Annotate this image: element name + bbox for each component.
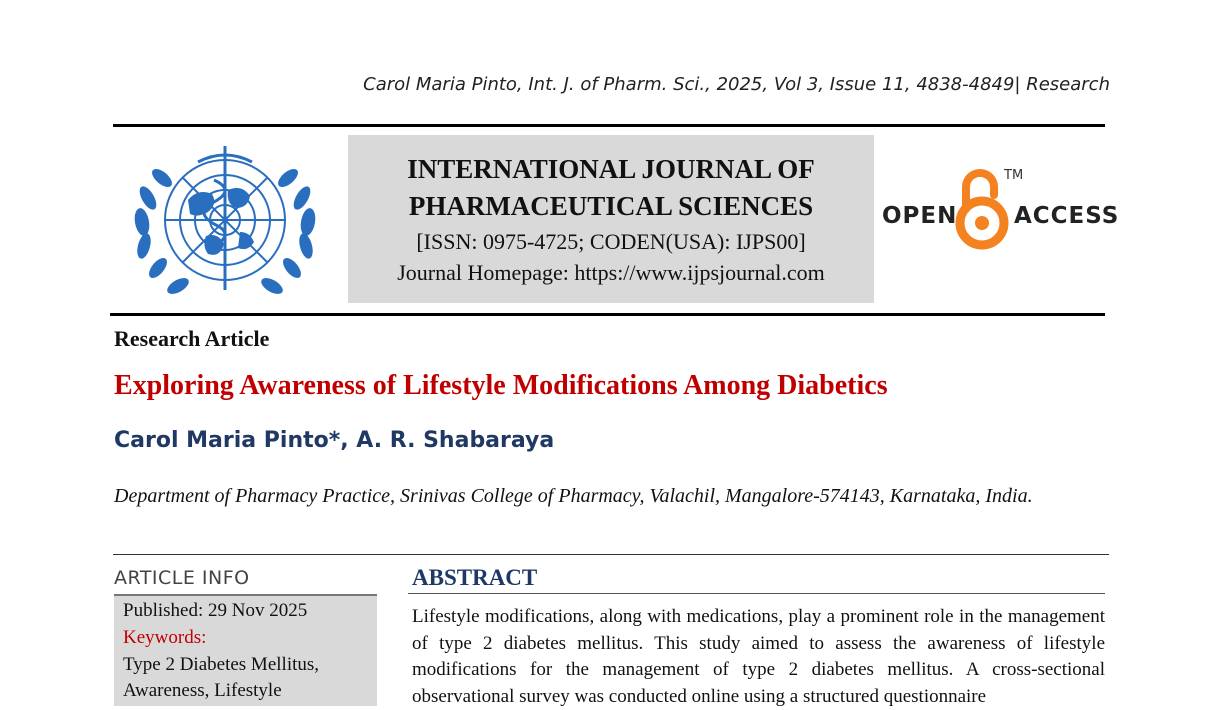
published-date: Published: 29 Nov 2025 [123,600,308,621]
journal-name [348,151,874,225]
journal-name-line2: PHARMACEUTICAL SCIENCES [408,191,814,221]
affiliation: Department of Pharmacy Practice, Srinivas College of Pharmacy, Valachil, Mangalore-574143, Karnataka, India. [114,485,1033,507]
open-access-logo [880,165,1120,255]
trademark-mark: TM [1004,168,1024,183]
journal-name-line1: INTERNATIONAL JOURNAL OF [407,154,815,184]
article-type: Research Article [114,326,270,351]
open-access-open-text: OPEN [882,203,958,229]
article-info-box [114,594,377,706]
open-access-access-text: ACCESS [1014,203,1120,229]
journal-emblem-logo [128,140,322,306]
keywords-line: Type 2 Diabetes Mellitus, [123,654,320,675]
article-info-heading: ARTICLE INFO [114,567,250,589]
journal-masthead [348,135,874,303]
section-divider [113,554,1109,555]
article-title: Exploring Awareness of Lifestyle Modifications Among Diabetics [114,370,888,401]
abstract-body: Lifestyle modifications, along with medications, play a prominent role in the management of type 2 diabetes mellitus. This study aimed to assess the awareness of lifestyle modifications for the management of type 2 diabetes mellitus. A cross-sectional observational survey was conducted online using a structured questionnaire [412,606,1105,707]
author-list: Carol Maria Pinto*, A. R. Shabaraya [114,428,555,453]
running-header: Carol Maria Pinto, Int. J. of Pharm. Sci., 2025, Vol 3, Issue 11, 4838-4849| Research [363,74,1110,95]
journal-homepage: Journal Homepage: https://www.ijpsjournal.com [397,260,825,285]
keywords-line: Awareness, Lifestyle [123,680,282,701]
abstract-heading: ABSTRACT [412,565,538,590]
journal-issn: [ISSN: 0975-4725; CODEN(USA): IJPS00] [416,229,806,254]
keywords-label: Keywords: [123,627,207,648]
masthead-bottom-rule [110,313,1105,316]
top-rule [113,124,1105,127]
abstract-rule [408,593,1105,594]
